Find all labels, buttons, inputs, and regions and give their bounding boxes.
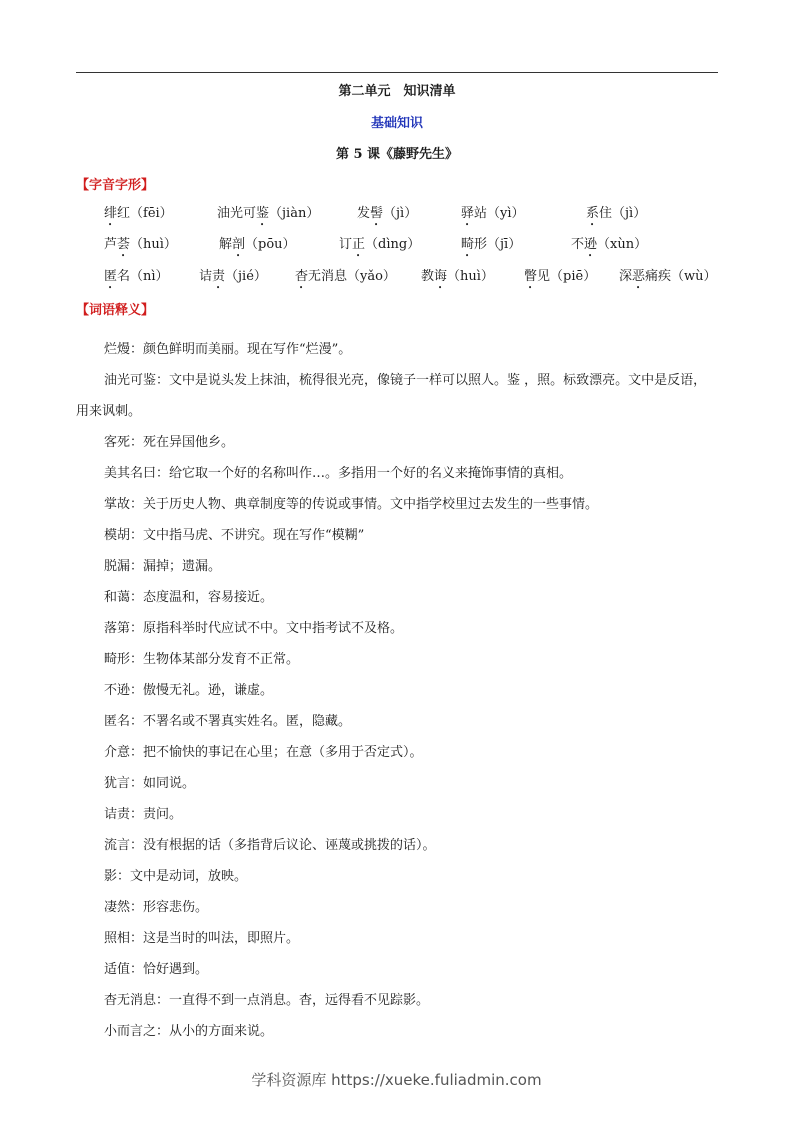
definitions-heading: 【词语释义】: [76, 303, 155, 318]
pronunciation-row-3: [104, 268, 724, 286]
pronunciation-row-1: [104, 205, 724, 223]
pronunciation-item: 发髻（jì）: [357, 206, 418, 221]
pronunciation-item: 油光可鉴（jiàn）: [217, 206, 320, 221]
unit-title: 第二单元 知识清单: [338, 84, 456, 99]
definitions-list: [76, 334, 718, 1047]
pronunciation-item: 匿名（nì）: [104, 269, 169, 284]
footer-watermark: 学科资源库 https://xueke.fuliadmin.com: [251, 1071, 542, 1089]
header-rule: [76, 72, 718, 73]
definition-item: 模胡：文中指马虎、不讲究。现在写作“模糊”: [104, 528, 365, 543]
definition-item: 犹言：如同说。: [104, 776, 196, 791]
pronunciation-row-2: [104, 236, 724, 254]
definition-item: 杳无消息：一直得不到一点消息。杳，远得看不见踪影。: [104, 993, 430, 1008]
definition-item: 客死：死在异国他乡。: [104, 435, 235, 450]
definition-item: 烂熳：颜色鲜明而美丽。现在写作“烂漫”。: [104, 342, 352, 357]
definition-item: 不逊：傲慢无礼。逊，谦虚。: [104, 683, 274, 698]
pronunciation-item: 解剖（pōu）: [219, 237, 296, 252]
lesson-title: 第 5 课《藤野先生》: [335, 147, 459, 162]
pronunciation-heading: 【字音字形】: [76, 178, 155, 193]
definition-item: 畸形：生物体某部分发育不正常。: [104, 652, 300, 667]
definition-item: 照相：这是当时的叫法，即照片。: [104, 931, 300, 946]
definition-item: 适值：恰好遇到。: [104, 962, 209, 977]
definition-item: 掌故：关于历史人物、典章制度等的传说或事情。文中指学校里过去发生的一些事情。: [104, 497, 599, 512]
definition-item: 和蔼：态度温和，容易接近。: [104, 590, 274, 605]
definition-item: 落第：原指科举时代应试不中。文中指考试不及格。: [104, 621, 404, 636]
pronunciation-item: 杳无消息（yǎo）: [295, 269, 396, 284]
definition-item: 脱漏：漏掉；遗漏。: [104, 559, 222, 574]
definition-item: 诘责：责问。: [104, 807, 183, 822]
pronunciation-item: 畸形（jī）: [461, 237, 522, 252]
definition-item: 美其名曰：给它取一个好的名称叫作…。多指用一个好的名义来掩饰事情的真相。: [104, 466, 573, 481]
definition-item: 小而言之：从小的方面来说。: [104, 1024, 274, 1039]
definition-item: 凄然：形容悲伤。: [104, 900, 209, 915]
definition-item: 介意：把不愉快的事记在心里；在意（多用于否定式）。: [104, 745, 423, 760]
pronunciation-item: 深恶痛疾（wù）: [619, 269, 717, 284]
pronunciation-item: 教诲（huì）: [421, 269, 494, 284]
pronunciation-item: 驿站（yì）: [461, 206, 525, 221]
definition-item: 油光可鉴：文中是说头发上抹油，梳得很光亮，像镜子一样可以照人。鉴 ，照。标致漂亮。文中是反语，用来讽刺。: [76, 373, 707, 419]
pronunciation-item: 瞥见（piē）: [524, 269, 597, 284]
definition-item: 流言：没有根据的话（多指背后议论、诬蔑或挑拨的话）。: [104, 838, 436, 853]
definition-item: 匿名：不署名或不署真实姓名。匿，隐藏。: [104, 714, 352, 729]
pronunciation-item: 系住（jì）: [586, 206, 647, 221]
pronunciation-item: 不逊（xùn）: [571, 237, 648, 252]
section-title: 基础知识: [370, 116, 423, 131]
pronunciation-item: 芦荟（huì）: [104, 237, 177, 252]
pronunciation-item: 绯红（fēi）: [104, 206, 173, 221]
definition-item: 影：文中是动词，放映。: [104, 869, 248, 884]
pronunciation-item: 诘责（jié）: [199, 269, 267, 284]
pronunciation-item: 订正（dìng）: [339, 237, 421, 252]
